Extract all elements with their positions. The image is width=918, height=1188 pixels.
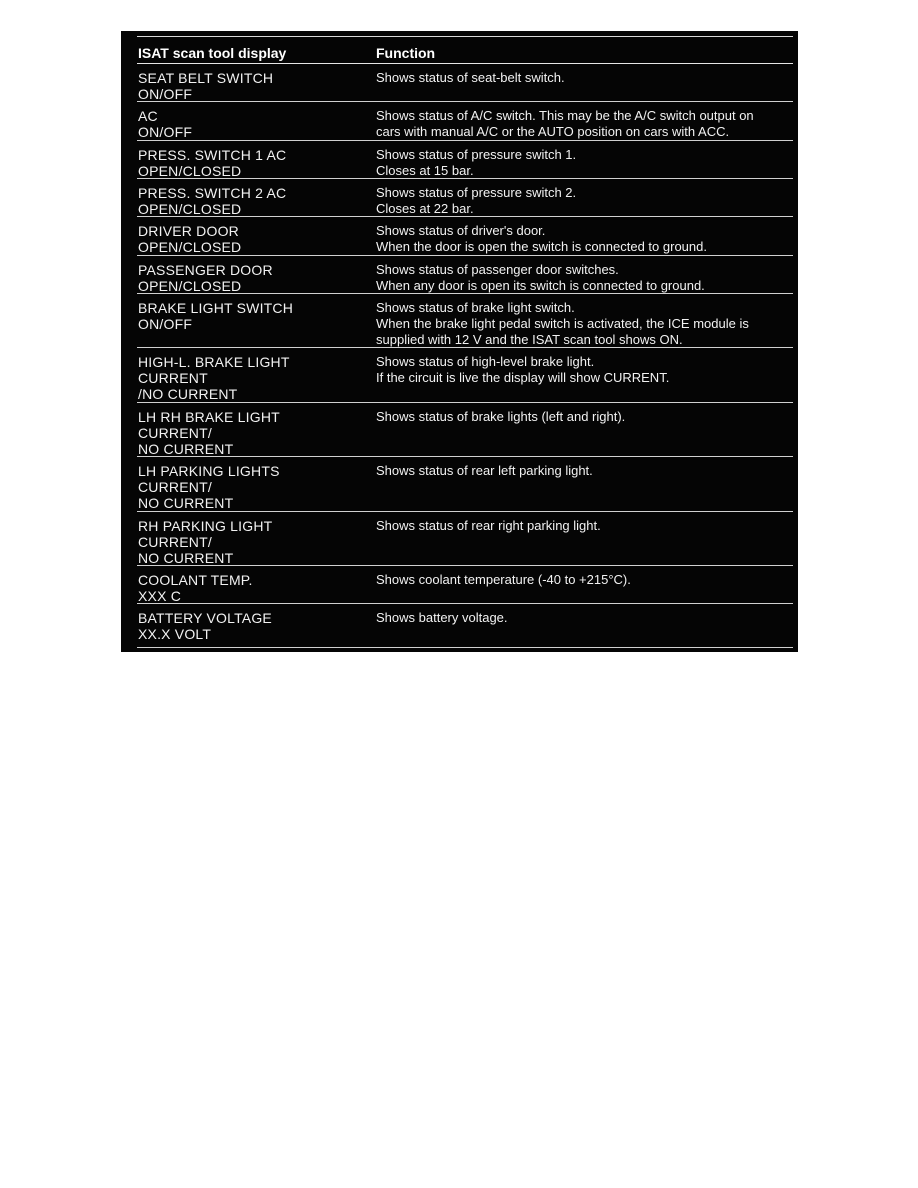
function-cell <box>376 223 793 255</box>
function-text: Shows status of brake light switch. <box>376 300 575 315</box>
display-text: BATTERY VOLTAGE <box>138 610 272 626</box>
function-text: When any door is open its switch is connected to ground. <box>376 278 705 293</box>
function-text: Shows status of passenger door switches. <box>376 262 619 277</box>
display-cell <box>137 354 376 402</box>
table-row <box>137 604 793 648</box>
display-cell <box>137 70 376 101</box>
display-cell <box>137 463 376 511</box>
table-row <box>137 294 793 348</box>
display-cell <box>137 223 376 255</box>
display-text: OPEN/CLOSED <box>138 201 242 217</box>
display-text: CURRENT/ <box>138 425 212 441</box>
display-text: NO CURRENT <box>138 495 234 511</box>
function-cell <box>376 300 793 347</box>
function-text: Closes at 15 bar. <box>376 163 474 178</box>
function-text: Shows status of driver's door. <box>376 223 546 238</box>
function-text: Shows battery voltage. <box>376 610 508 625</box>
display-text: COOLANT TEMP. <box>138 572 253 588</box>
function-cell <box>376 185 793 216</box>
function-text: Shows status of rear left parking light. <box>376 463 593 478</box>
display-text: OPEN/CLOSED <box>138 278 242 294</box>
table-row <box>137 179 793 217</box>
display-cell <box>137 572 376 603</box>
display-text: PASSENGER DOOR <box>138 262 273 278</box>
display-text: /NO CURRENT <box>138 386 238 402</box>
display-cell <box>137 610 376 647</box>
display-text: OPEN/CLOSED <box>138 163 242 179</box>
function-text: Shows status of rear right parking light. <box>376 518 601 533</box>
display-text: NO CURRENT <box>138 441 234 457</box>
display-cell <box>137 409 376 456</box>
display-text: ON/OFF <box>138 316 193 332</box>
table-row <box>137 256 793 294</box>
function-text: Shows status of pressure switch 2. <box>376 185 577 200</box>
display-text: RH PARKING LIGHT <box>138 518 273 534</box>
function-text: Shows coolant temperature (-40 to +215°C). <box>376 572 631 587</box>
display-text: HIGH-L. BRAKE LIGHT <box>138 354 290 370</box>
display-text: LH PARKING LIGHTS <box>138 463 280 479</box>
function-cell <box>376 463 793 511</box>
table-row <box>137 217 793 256</box>
function-text: Shows status of pressure switch 1. <box>376 147 577 162</box>
display-cell <box>137 147 376 178</box>
display-text: DRIVER DOOR <box>138 223 239 239</box>
table-row <box>137 141 793 179</box>
function-text: Shows status of brake lights (left and right). <box>376 409 626 424</box>
display-text: LH RH BRAKE LIGHT <box>138 409 280 425</box>
table-row <box>137 566 793 604</box>
function-text: Shows status of seat-belt switch. <box>376 70 565 85</box>
function-text: When the brake light pedal switch is activated, the ICE module is <box>376 316 749 331</box>
header-function: Function <box>376 45 436 61</box>
display-cell <box>137 518 376 565</box>
function-text: cars with manual A/C or the AUTO position on cars with ACC. <box>376 124 730 139</box>
function-text: Shows status of A/C switch. This may be the A/C switch output on <box>376 108 754 123</box>
display-text: OPEN/CLOSED <box>138 239 242 255</box>
display-text: PRESS. SWITCH 2 AC <box>138 185 287 201</box>
display-text: XXX C <box>138 588 182 604</box>
display-text: CURRENT <box>138 370 208 386</box>
table-header-row <box>137 37 793 64</box>
function-text: Closes at 22 bar. <box>376 201 474 216</box>
display-cell <box>137 108 376 140</box>
header-isat-display: ISAT scan tool display <box>138 45 287 61</box>
function-cell <box>376 409 793 456</box>
function-cell <box>376 147 793 178</box>
function-cell <box>376 518 793 565</box>
display-text: XX.X VOLT <box>138 626 212 642</box>
function-text: supplied with 12 V and the ISAT scan tool shows ON. <box>376 332 683 347</box>
table-body <box>137 64 793 648</box>
function-cell <box>376 354 793 402</box>
function-cell <box>376 610 793 647</box>
display-text: CURRENT/ <box>138 534 212 550</box>
display-text: NO CURRENT <box>138 550 234 566</box>
function-text: Shows status of high-level brake light. <box>376 354 595 369</box>
function-cell <box>376 572 793 603</box>
display-cell <box>137 185 376 216</box>
display-text: CURRENT/ <box>138 479 212 495</box>
isat-function-table <box>137 31 793 648</box>
display-cell <box>137 300 376 347</box>
function-text: If the circuit is live the display will show CURRENT. <box>376 370 670 385</box>
display-text: BRAKE LIGHT SWITCH <box>138 300 294 316</box>
table-row <box>137 64 793 102</box>
table-row <box>137 348 793 403</box>
display-cell <box>137 262 376 293</box>
function-cell <box>376 108 793 140</box>
display-text: ON/OFF <box>138 86 193 102</box>
table-row <box>137 512 793 566</box>
display-text: SEAT BELT SWITCH <box>138 70 274 86</box>
display-text: ON/OFF <box>138 124 193 140</box>
isat-display-table-panel <box>121 31 798 652</box>
function-cell <box>376 262 793 293</box>
function-text: When the door is open the switch is connected to ground. <box>376 239 707 254</box>
table-row <box>137 457 793 512</box>
table-row <box>137 403 793 457</box>
display-text: AC <box>138 108 158 124</box>
table-row <box>137 102 793 141</box>
function-cell <box>376 70 793 101</box>
display-text: PRESS. SWITCH 1 AC <box>138 147 287 163</box>
